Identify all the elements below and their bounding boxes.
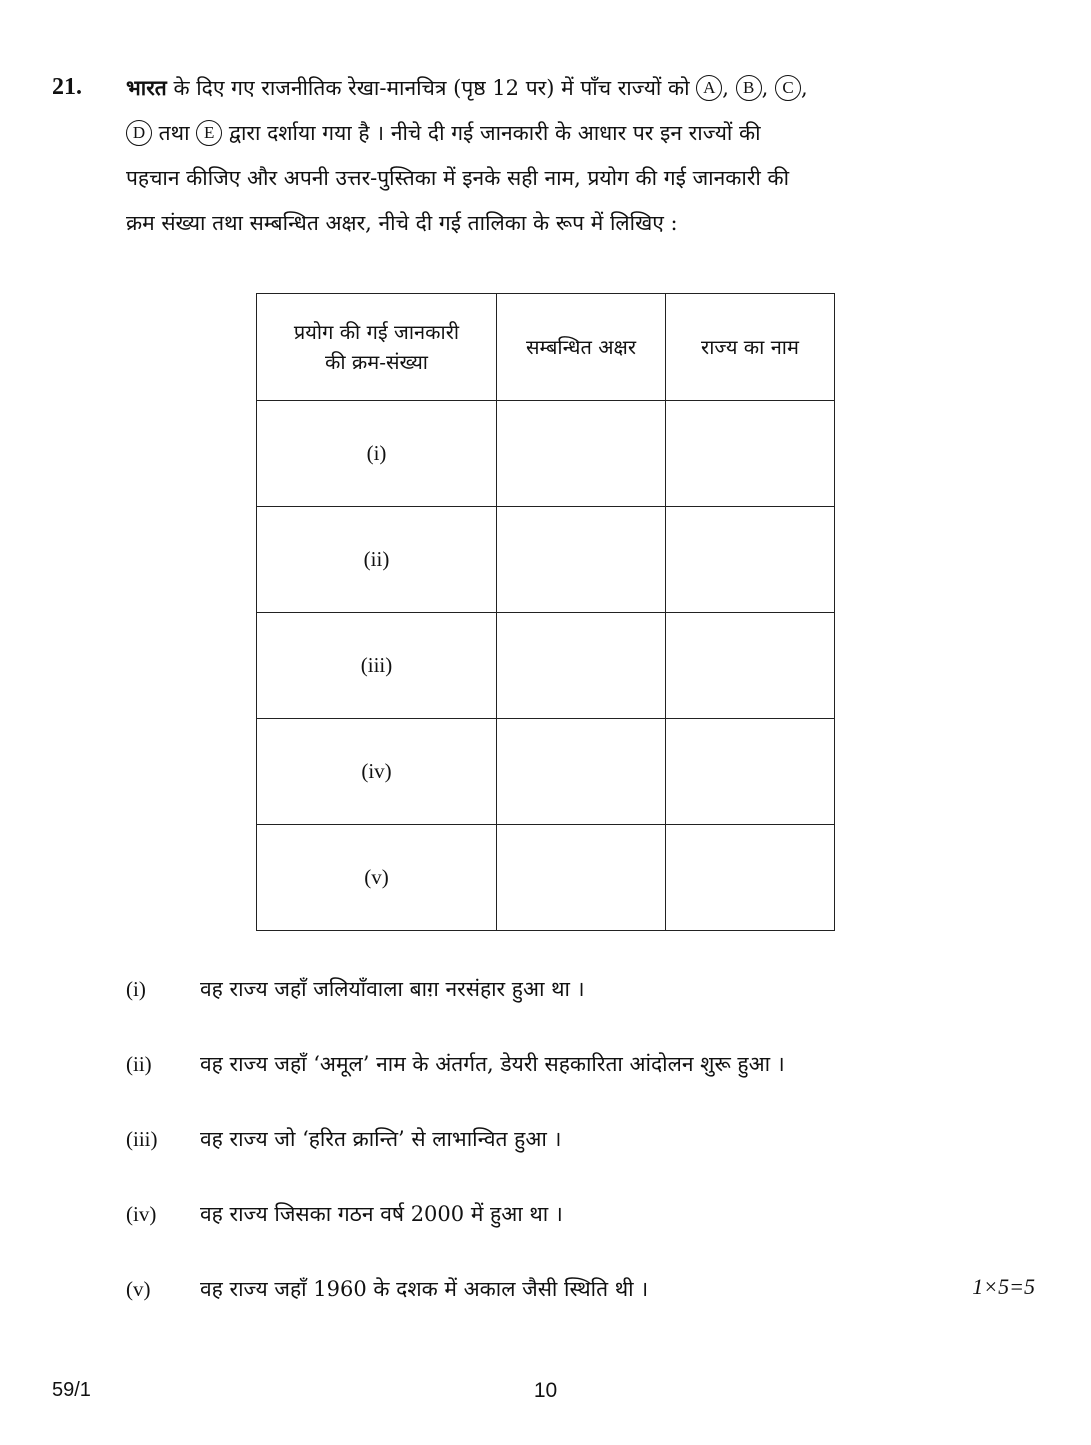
item-number: (iv)	[126, 1202, 157, 1226]
list-item	[126, 974, 1046, 1004]
row-state-cell	[666, 507, 835, 613]
answer-table	[256, 293, 835, 931]
row-state-cell	[666, 401, 835, 507]
row-serial: (iv)	[257, 719, 497, 825]
row-state-cell	[666, 719, 835, 825]
table-row	[257, 719, 835, 825]
row-state-cell	[666, 613, 835, 719]
table-row	[257, 613, 835, 719]
row-serial: (v)	[257, 825, 497, 931]
question-line-1: भारत के दिए गए राजनीतिक रेखा-मानचित्र (पृष्ठ 12 पर) में पाँच राज्यों को A , B , C ,	[126, 75, 808, 100]
row-letter-cell	[497, 719, 666, 825]
list-item	[126, 1199, 1046, 1229]
list-item	[126, 1049, 1046, 1079]
row-serial: (iii)	[257, 613, 497, 719]
question-number: 21.	[52, 74, 82, 100]
letter-c-circle: C	[775, 75, 801, 101]
item-text: वह राज्य जहाँ 1960 के दशक में अकाल जैसी स्थिति थी ।	[200, 1277, 649, 1301]
header-state-name: राज्य का नाम	[666, 294, 835, 401]
table-header-row	[257, 294, 835, 401]
list-item	[126, 1124, 1046, 1154]
row-letter-cell	[497, 507, 666, 613]
question-line-3: पहचान कीजिए और अपनी उत्तर-पुस्तिका में इनके सही नाम, प्रयोग की गई जानकारी की	[126, 166, 790, 190]
item-number: (ii)	[126, 1052, 152, 1076]
row-letter-cell	[497, 613, 666, 719]
row-letter-cell	[497, 401, 666, 507]
item-text: वह राज्य जिसका गठन वर्ष 2000 में हुआ था ।	[200, 1202, 563, 1226]
table-row	[257, 507, 835, 613]
row-serial: (i)	[257, 401, 497, 507]
question-line-2: D तथा E द्वारा दर्शाया गया है । नीचे दी गई जानकारी के आधार पर इन राज्यों की	[126, 119, 986, 147]
letter-d-circle: D	[126, 120, 152, 146]
page-number: 10	[533, 1379, 558, 1402]
item-text: वह राज्य जो ‘हरित क्रान्ति’ से लाभान्वित हुआ ।	[200, 1127, 562, 1151]
item-text: वह राज्य जहाँ जलियाँवाला बाग़ नरसंहार हुआ था ।	[200, 977, 585, 1001]
table-row	[257, 401, 835, 507]
letter-b-circle: B	[736, 75, 762, 101]
item-number: (v)	[126, 1277, 151, 1301]
row-state-cell	[666, 825, 835, 931]
item-number: (i)	[126, 977, 146, 1001]
header-related-letter: सम्बन्धित अक्षर	[497, 294, 666, 401]
paper-code: 59/1	[52, 1379, 91, 1401]
letter-a-circle: A	[696, 75, 722, 101]
marks-allocation: 1×5=5	[972, 1274, 1035, 1299]
letter-e-circle: E	[196, 120, 222, 146]
header-serial-number: प्रयोग की गई जानकारी की क्रम-संख्या	[257, 294, 497, 401]
row-serial: (ii)	[257, 507, 497, 613]
question-line-4: क्रम संख्या तथा सम्बन्धित अक्षर, नीचे दी गई तालिका के रूप में लिखिए :	[126, 211, 678, 235]
row-letter-cell	[497, 825, 666, 931]
list-item	[126, 1274, 1046, 1304]
item-text: वह राज्य जहाँ ‘अमूल’ नाम के अंतर्गत, डेयरी सहकारिता आंदोलन शुरू हुआ ।	[200, 1052, 785, 1076]
item-number: (iii)	[126, 1127, 158, 1151]
table-row	[257, 825, 835, 931]
question-keyword: भारत	[126, 75, 167, 100]
